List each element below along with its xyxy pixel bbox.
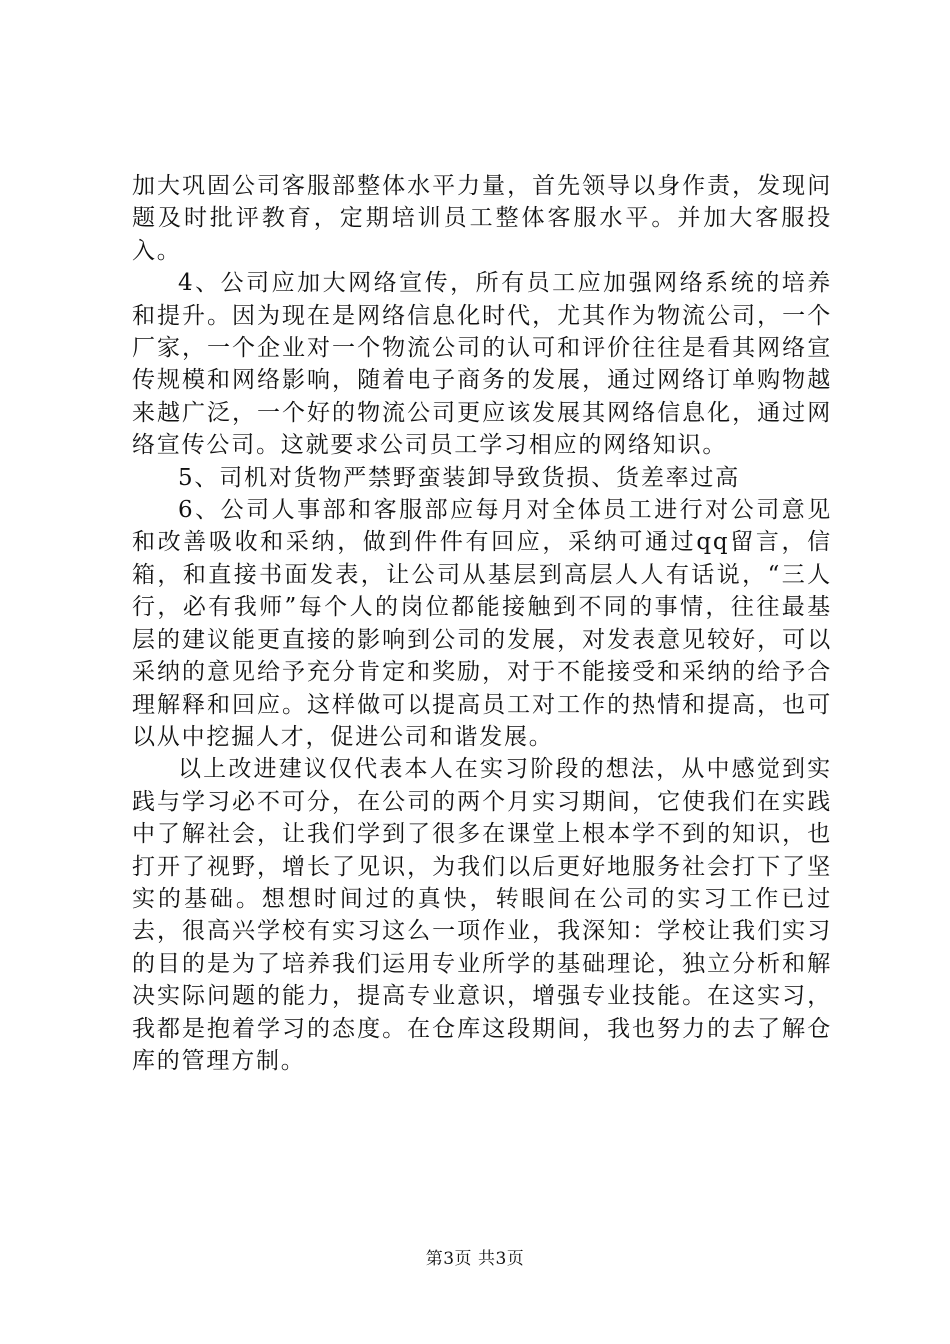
paragraph-3: 5、司机对货物严禁野蛮装卸导致货损、货差率过高 (178, 464, 741, 491)
paragraph-2: 4、公司应加大网络宣传，所有员工应加强网络系统的培养和提升。因为现在是网络信息化时代，尤其作为物流公司，一个厂家，一个企业对一个物流公司的认可和评价往往是看其网络宣传规模和网络影响，随着电子商务的发展，通过网络订单购物越来越广泛，一个好的物流公司更应该发展其网络信息化，通过网络宣传公司。这就要求公司员工学习相应的网络知识。 (132, 270, 832, 459)
paragraph-5: 以上改进建议仅代表本人在实习阶段的想法，从中感觉到实践与学习必不可分，在公司的两个月实习期间，它使我们在实践中了解社会，让我们学到了很多在课堂上根本学不到的知识，也打开了视野，增长了见识，为我们以后更好地服务社会打下了坚实的基础。想想时间过的真快，转眼间在公司的实习工作已过去，很高兴学校有实习这么一项作业，我深知：学校让我们实习的目的是为了培养我们运用专业所学的基础理论，独立分析和解决实际问题的能力，提高专业意识，增强专业技能。在这实习，我都是抱着学习的态度。在仓库这段期间，我也努力的去了解仓库的管理方制。 (132, 756, 832, 1074)
document-body (132, 170, 832, 1077)
paragraph-1: 加大巩固公司客服部整体水平力量，首先领导以身作责，发现问题及时批评教育，定期培训员工整体客服水平。并加大客服投入。 (132, 173, 832, 264)
page-footer: 第3页 共3页 (425, 1249, 525, 1269)
paragraph-4: 6、公司人事部和客服部应每月对全体员工进行对公司意见和改善吸收和采纳，做到件件有回应，采纳可通过qq留言，信箱，和直接书面发表，让公司从基层到高层人人有话说，“三人行，必有我师”每个人的岗位都能接触到不同的事情，往往最基层的建议能更直接的影响到公司的发展，对发表意见较好，可以采纳的意见给予充分肯定和奖励，对于不能接受和采纳的给予合理解释和回应。这样做可以提高员工对工作的热情和提高，也可以从中挖掘人才，促进公司和谐发展。 (132, 497, 832, 750)
